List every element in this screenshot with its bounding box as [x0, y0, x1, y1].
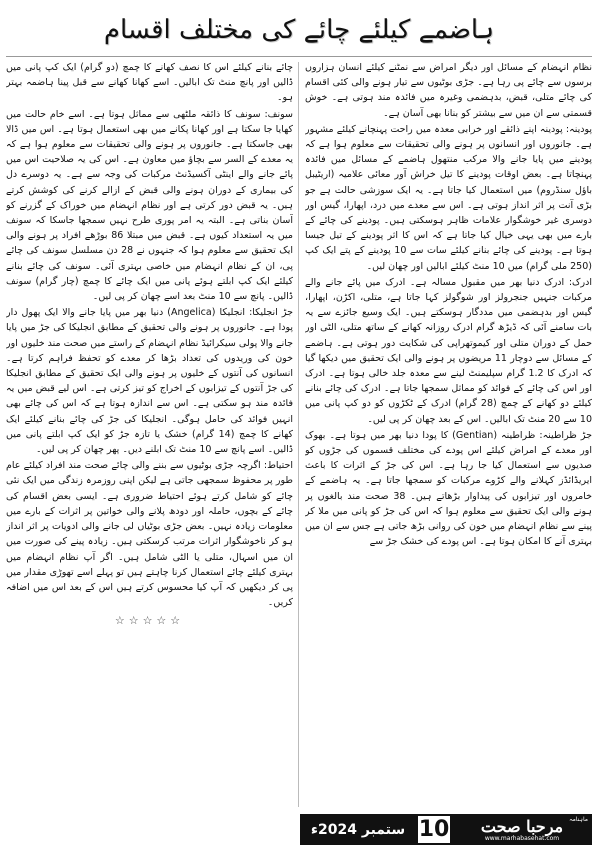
magazine-name: مرحبا صحت — [480, 817, 564, 836]
magazine-logo — [452, 814, 592, 845]
article-title: ہاضمے کیلئے چائے کی مختلف اقسام — [103, 15, 495, 45]
right-column — [305, 60, 592, 808]
page-footer — [300, 814, 592, 845]
gentian-paragraph: جڑ ظراطینہ: ظراطینہ (Gentian) کا پودا دنیا بھر میں ہوتا ہے۔ بھوک اور معدے کے امراض کیلئے اس پودے کی مختلف قسموں کی جڑوں کو صدیوں سے استعمال کیا جا رہا ہے۔ اس کی جڑ کے اثرات کا باعث ایریڈائڈز کہلانے والے کڑوے مرکبات کو سمجھا جاتا ہے۔ یہ ہاضمے کے خامروں اور تیزابوں کی پیداوار بڑھاتے ہیں۔ 38 صحت مند بالغوں پر ہونے والی ایک تحقیق سے معلوم ہوا کہ اس کی جڑ کو پانی میں ملا کر پینے سے نظام انہضام میں خون کی روانی بڑھ جاتی ہے جس سے ان میں بہتری آنے کا امکان ہوتا ہے۔ اس پودے کی خشک جڑ سے — [305, 429, 592, 548]
caution-paragraph: احتیاط: اگرچہ جڑی بوٹیوں سے بننے والی چائے صحت مند افراد کیلئے عام طور پر محفوظ سمجھی جاتی ہے لیکن اپنی روزمرہ زندگی میں ایک نئی چائے کو شامل کرتے ہوئے احتیاط ضروری ہے۔ ایسی بعض اقسام کی چائے کے بچوں، حاملہ اور دودھ پلانے والی خواتین پر اثرات کے بارے میں معلومات زیادہ نہیں۔ بعض جڑی بوٹیاں لی جانے والی ادویات پر اثر انداز ہو کر ناخوشگوار اثرات مرتب کرسکتی ہیں۔ زیادہ پینے کی صورت میں ان میں اسہال، متلی یا الٹی شامل ہیں۔ اگر آپ نظام انہضام میں بہتری کیلئے چائے استعمال کرنا چاہتے ہیں تو پہلے اسے تھوڑی مقدار میں پی کر دیکھیں کہ آپ کیا محسوس کرتے ہیں اس کے بعد اس میں اضافہ کریں۔ — [6, 460, 293, 609]
page-number: 10 — [416, 814, 452, 845]
issue-date: ستمبر 2024ء — [300, 814, 416, 845]
title-band — [6, 4, 592, 57]
monthly-label: ماہنامہ — [569, 816, 588, 823]
end-stars: ☆☆☆☆☆ — [114, 614, 185, 628]
magazine-url: www.marhabasehat.com — [484, 835, 560, 842]
fennel-paragraph: سونف: سونف کا ذائقہ ملٹھی سے مماثل ہوتا ہے۔ اسے خام حالت میں کھایا جا سکتا ہے اور کھانا پکانے میں بھی استعمال ہوتا ہے۔ اس میں ڈالا بھی جاسکتا ہے۔ جانوروں پر ہونے والی تحقیقات سے معلوم ہوا ہے کہ یہ معدے کے السر سے بچاؤ میں معاون ہے۔ اس کی یہ صلاحیت اس میں پائے جانے والے اینٹی آکسیڈنٹ مرکبات کی وجہ سے ہے۔ یہ دوسرے دل کی بیماری کے دوران ہونے والی قبض کے ازالے کرنے کی کوشش کرتے ہیں۔ یہ قبض دور کرتی ہے اور نظام انہضام میں خوراک کے گزرنے کو آسان بناتی ہے۔ البتہ یہ امر پوری طرح نہیں سمجھا جاسکا کہ سونف میں یہ استعداد کیوں ہے۔ قبض میں مبتلا 86 بوڑھے افراد پر ہونے والی ایک تحقیق سے معلوم ہوا کہ جنہوں نے 28 دن مسلسل سونف کی چائے پی، ان کے نظام انہضام میں خاصی بہتری آئی۔ سونف کی چائے بنانے کیلئے ایک کپ ابلتے ہوئے پانی میں ایک چائے کا چمچ (چار گرام) سونف ڈالیں۔ پانچ سے 10 منٹ بعد اسے چھان کر پی لیں۔ — [6, 108, 293, 303]
angelica-paragraph: جڑ انجلیکا: انجلیکا (Angelica) دنیا بھر میں پایا جانے والا ایک پھول دار پودا ہے۔ جانوروں پر ہونے والی تحقیق کے مطابق انجلیکا کی جڑ میں پایا جانے والا پولی سیکرائیڈ نظام انہضام کے راستے میں صحت مند خلیوں اور خون کی وریدوں کی تعداد بڑھا کر معدے کو تحفظ فراہم کرتا ہے۔ انسانوں کی آنتوں کے خلیوں پر ہونے والی ایک تحقیق کے مطابق انجلیکا کی جڑ آنتوں کے تیزابوں کے اخراج کو تیز کرتی ہے۔ اس لیے قبض میں یہ فائدہ مند ہو سکتی ہے۔ اس سے اندازہ ہوتا ہے کہ اس کی چائے بھی انہیں فوائد کی حامل ہوگی۔ انجلیکا کی جڑ کی چائے بنانے کیلئے ایک کھانے کا چمچ (14 گرام) خشک یا تازہ جڑ کو ایک کپ ابلتے پانی میں ڈالیں۔ اسے پانچ سے 10 منٹ تک ابلنے دیں۔ پھر چھان کر پی لیں۔ — [6, 307, 293, 456]
ginger-paragraph: ادرک: ادرک دنیا بھر میں مقبول مسالہ ہے۔ ادرک میں پائے جانے والے مرکبات جنہیں جنجرولز اور شوگولز کہا جاتا ہے، متلی، اکڑن، اپھارا، گیس اور بدہضمی میں مددگار ہوسکتے ہیں۔ ایک وسیع جائزے سے یہ بات سامنے آئی کہ ڈیڑھ گرام ادرک روزانہ کھانے کے ساتھ متلی، الٹی اور حمل کے دوران متلی اور کیموتھراپی کی شکایت دور ہوتی ہے۔ ہاضمے کے مسائل سے دوچار 11 مریضوں پر ہونے والی ایک تحقیق میں دیکھا گیا کہ ادرک کا 1.2 گرام سپلیمنٹ لینے سے معدہ جلد خالی ہوتا ہے۔ ادرک اور اس کی چائے کے فوائد کو مماثل سمجھا جاتا ہے۔ ادرک کی چائے بنانے کیلئے دو کھانے کے چمچ (28 گرام) ادرک کے ٹکڑوں کو دو کپ پانی میں 10 سے 20 منٹ تک ابالیں۔ اس کے بعد چھان کر پی لیں۔ — [305, 276, 592, 425]
left-column — [6, 60, 293, 808]
column-divider — [298, 62, 299, 807]
gentian-continued-paragraph: چائے بنانے کیلئے اس کا نصف کھانے کا چمچ (دو گرام) ایک کپ پانی میں ڈالیں اور پانچ منٹ تک ابالیں۔ اسے کھانا کھانے سے قبل پینا ہاضمہ بہتر ہو۔ — [6, 62, 293, 104]
peppermint-paragraph: پودینہ: پودینہ اپنے ذائقے اور خرابی معدہ میں راحت پہنچانے کیلئے مشہور ہے۔ جانوروں اور انسانوں پر ہونے والی تحقیقات سے معلوم ہوا ہے کہ پودینے میں پایا جانے والا مرکب منتھول ہاضمے کے مسائل میں فائدہ پہنچاتا ہے۔ بعض اوقات پودینے کا تیل خراش آور معائی علامیہ (اریٹیبل باؤل سنڈروم) میں استعمال کیا جاتا ہے۔ یہ ایک سوزشی حالت ہے جو بڑی آنت پر اثر انداز ہوتی ہے۔ اس سے معدے میں درد، اپھارا، گیس اور دوسری غیر خوشگوار علامات ظاہر ہوسکتی ہیں۔ پودینے کی چائے کے بارے میں بھی یہی خیال کیا جاتا ہے کہ اس کا اثر پودینے کے تیل جیسا ہوتا ہے۔ پودینے کی چائے بنانے کیلئے سات سے 10 پودینے کے پتے ایک کپ (250 ملی گرام) میں 10 منٹ کیلئے ابالیں اور چھان لیں۔ — [305, 123, 592, 272]
intro-paragraph: نظام انہضام کے مسائل اور دیگر امراض سے نمٹنے کیلئے انسان ہزاروں برسوں سے چائے پی رہا ہے۔ جڑی بوٹیوں سے تیار ہونے والی کئی اقسام کی چائے متلی، قبض، بدہضمی وغیرہ میں فائدہ مند ہوتی ہے۔ خوش قسمتی سے ان میں سے بیشتر کو بنانا بھی آسان ہے۔ — [305, 62, 592, 119]
